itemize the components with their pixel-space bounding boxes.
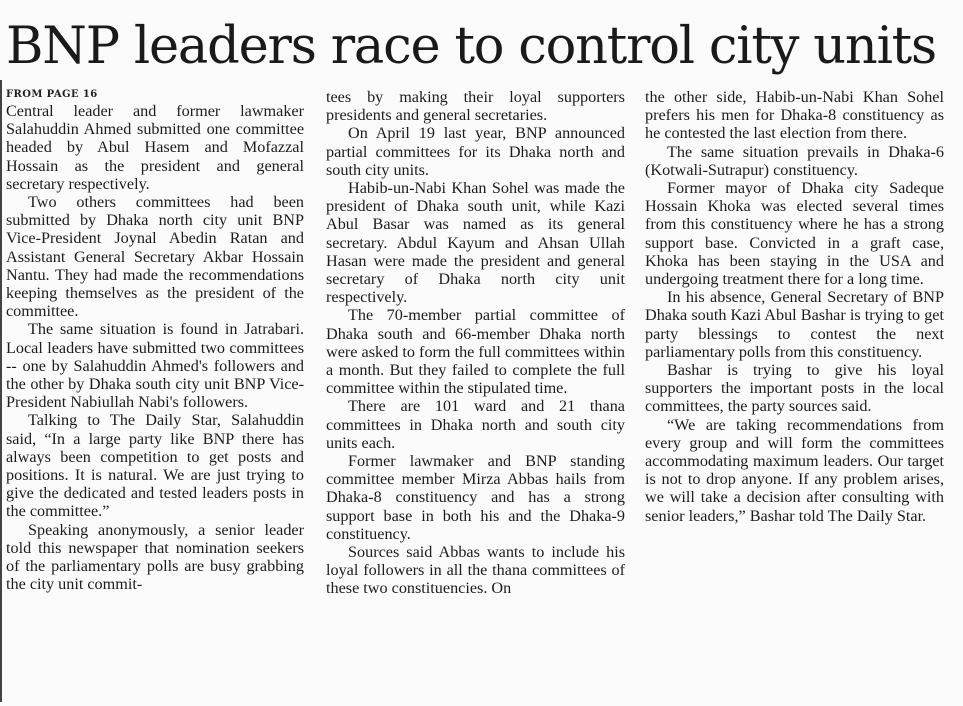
paragraph: the other side, Habib-un-Nabi Khan Sohel prefers his men for Dhaka-8 constituency as he contested the last election from there. (645, 88, 944, 143)
paragraph: Central leader and former lawmaker Salahuddin Ahmed submitted one committee headed by Abul Hasem and Mofazzal Hossain as the president and general secretary respectively. (6, 102, 304, 193)
continuation-kicker: FROM PAGE 16 (6, 89, 98, 100)
paragraph: The 70-member partial committee of Dhaka south and 66-member Dhaka north were asked to form the full committees within a month. But they failed to complete the full committee within the stipulated time. (326, 306, 625, 398)
left-column-rule (0, 80, 2, 702)
paragraph: Habib-un-Nabi Khan Sohel was made the president of Dhaka south unit, while Kazi Abul Basar was named as its general secretary. Abdul Kayum and Ahsan Ullah Hasan were made the president and general secretary of Dhaka north city unit respectively. (326, 179, 625, 307)
paragraph: Sources said Abbas wants to include his loyal followers in all the thana committees of these two constituencies. On (326, 543, 625, 598)
article-column-2 (326, 88, 625, 598)
article-column-1 (6, 88, 304, 593)
paragraph: “We are taking recommendations from every group and will form the committees accommodating maximum leaders. Our target is not to drop anyone. If any problem arises, we will take a decision after consulting with senior leaders,” Bashar told The Daily Star. (645, 415, 944, 525)
headline: BNP leaders race to control city units (6, 17, 936, 76)
paragraph: On April 19 last year, BNP announced partial committees for its Dhaka north and south city units. (326, 124, 625, 179)
paragraph: Speaking anonymously, a senior leader told this newspaper that nomination seekers of the parliamentary polls are busy grabbing the city unit commit- (6, 520, 304, 594)
paragraph: Talking to The Daily Star, Salahuddin said, “In a large party like BNP there has always been competition to get posts and positions. It is natural. We are just trying to give the dedicated and tested leaders posts in the committee.” (6, 411, 304, 521)
paragraph: There are 101 ward and 21 thana committees in Dhaka north and south city units each. (326, 397, 625, 452)
paragraph: The same situation prevails in Dhaka-6 (Kotwali-Sutrapur) constituency. (645, 142, 944, 179)
paragraph: tees by making their loyal supporters presidents and general secretaries. (326, 88, 625, 125)
paragraph: Two others committees had been submitted by Dhaka north city unit BNP Vice-President Joynal Abedin Ratan and Assistant General Secretary Akbar Hossain Nantu. They had made the recommendations keeping themselves as the president of the committee. (6, 193, 304, 321)
paragraph: Former mayor of Dhaka city Sadeque Hossain Khoka was elected several times from this constituency where he has a strong support base. Convicted in a graft case, Khoka has been staying in the USA and undergoing treatment there for a long time. (645, 179, 944, 289)
article-column-3 (645, 88, 944, 525)
paragraph: The same situation is found in Jatrabari. Local leaders have submitted two committees -- one by Salahuddin Ahmed's followers and the other by Dhaka south city unit BNP Vice-President Nabiullah Nabi's followers. (6, 320, 304, 412)
paragraph: Bashar is trying to give his loyal supporters the important posts in the local committees, the party sources said. (645, 361, 944, 416)
paragraph: In his absence, General Secretary of BNP Dhaka south Kazi Abul Bashar is trying to get party blessings to contest the next parliamentary polls from this constituency. (645, 288, 944, 361)
paragraph: Former lawmaker and BNP standing committee member Mirza Abbas hails from Dhaka-8 constituency and has a strong support base in both his and the Dhaka-9 constituency. (326, 452, 625, 543)
